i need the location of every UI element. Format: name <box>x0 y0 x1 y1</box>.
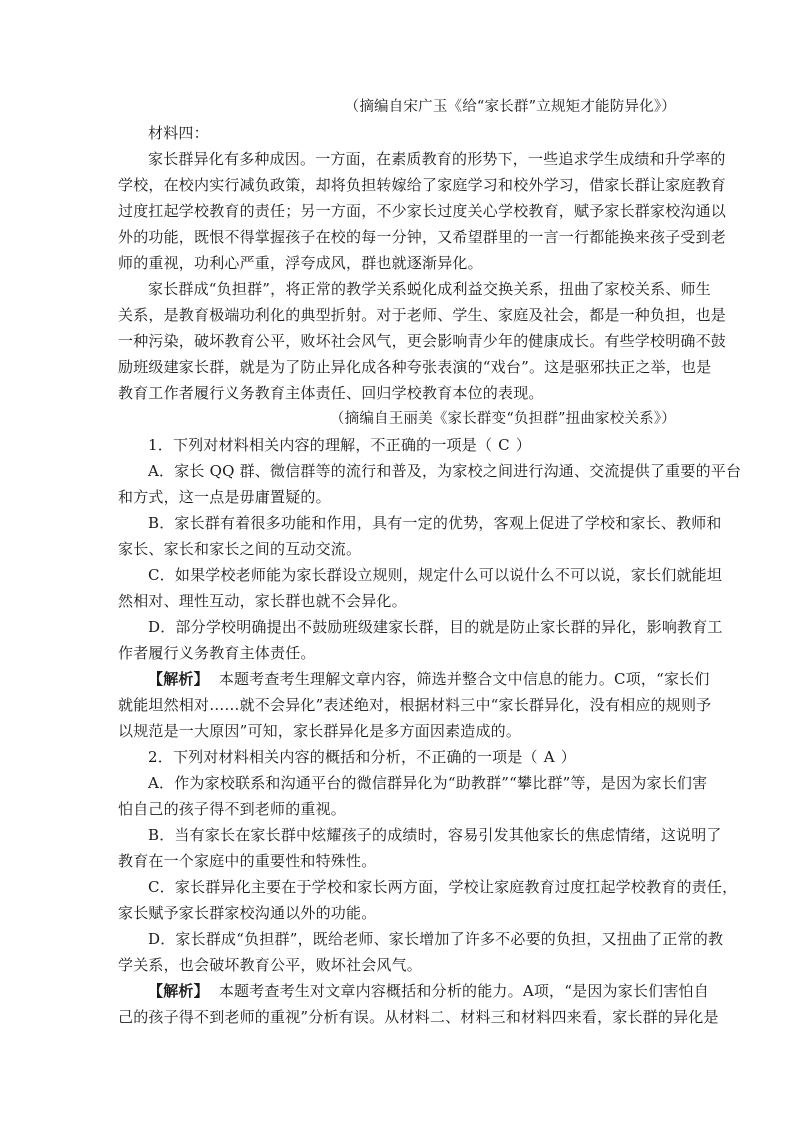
question-stem <box>118 432 678 458</box>
question-stem-close: ） <box>515 436 532 454</box>
text-line: 过度扛起学校教育的责任；另一方面，不少家长过度关心学校教育，赋予家长群家校沟通以 <box>118 202 727 220</box>
answer-letter: C <box>498 436 510 454</box>
analysis-cont: 就能坦然相对……就不会异化”表述绝对，根据材料三中“家长群异化，没有相应的规则予 <box>118 696 712 714</box>
analysis <box>118 666 710 692</box>
question-stem-close: ） <box>560 748 576 766</box>
text-line: 教育工作者履行义务教育主体责任、回归学校教育本位的表现。 <box>118 384 544 402</box>
option-d: D．部分学校明确提出不鼓励班级建家长群，目的就是防止家长群的异化，影响教育工 <box>148 618 723 636</box>
option-b-cont: 教育在一个家庭中的重要性和特殊性。 <box>118 852 377 870</box>
material4-paragraph-1 <box>118 146 727 276</box>
question-stem <box>118 744 678 770</box>
option-b: B．当有家长在家长群中炫耀孩子的成绩时，容易引发其他家长的焦虑情绪，这说明了 <box>148 826 722 844</box>
answer-letter: A <box>543 748 555 766</box>
analysis-label: 【解析】 <box>148 982 209 1000</box>
source-citation-3: （摘编自宋广玉《给“家长群”立规矩才能防异化》） <box>344 99 676 115</box>
option-d-cont: 作者履行义务教育主体责任。 <box>118 644 316 662</box>
option-b: B．家长群有着很多功能和作用，具有一定的优势，客观上促进了学校和家长、教师和 <box>148 514 722 532</box>
option-a-cont: 和方式，这一点是毋庸置疑的。 <box>118 488 331 506</box>
text-line: 学校，在校内实行减负政策，却将负担转嫁给了家庭学习和校外学习，借家长群让家庭教育 <box>118 176 727 194</box>
option-a: A．家长 QQ 群、微信群等的流行和普及，为家校之间进行沟通、交流提供了重要的平台 <box>148 462 742 480</box>
option-b-cont: 家长、家长和家长之间的互动交流。 <box>118 540 362 558</box>
option-d-cont: 学关系，也会破坏教育公平，败坏社会风气。 <box>118 956 423 974</box>
analysis-cont: 以规范是一大原因”可知，家长群异化是多方面因素造成的。 <box>118 722 522 740</box>
material4-paragraph-2 <box>118 276 727 406</box>
document-body <box>118 94 742 1030</box>
text-line: 师的重视，功利心严重，浮夸成风，群也就逐渐异化。 <box>118 254 483 272</box>
text-line: 关系，是教育极端功利化的典型折射。对于老师、学生、家庭及社会，都是一种负担，也是 <box>118 306 727 324</box>
source-citation-4: （摘编自王丽美《家长群变“负担群”扭曲家校关系》） <box>329 411 676 427</box>
question-stem-text: 2．下列对材料相关内容的概括和分析，不正确的一项是（ <box>148 748 538 766</box>
option-d: D．家长群成“负担群”，既给老师、家长增加了许多不必要的负担，又扭曲了正常的教 <box>148 930 724 948</box>
text-line: 一种污染，破坏教育公平，败坏社会风气，更会影响青少年的健康成长。有些学校明确不鼓 <box>118 332 727 350</box>
text-line: 外的功能，既恨不得掌握孩子在校的每一分钟，又希望群里的一言一行都能换来孩子受到老 <box>118 228 727 246</box>
analysis-label: 【解析】 <box>148 670 209 688</box>
text-line: 励班级建家长群，就是为了防止异化成各种夸张表演的“戏台”。这是驱邪扶正之举，也是 <box>118 358 712 376</box>
analysis-cont: 己的孩子得不到老师的重视”分析有误。从材料二、材料三和材料四来看，家长群的异化是 <box>118 1008 719 1026</box>
text-line: 家长群异化有多种成因。一方面，在素质教育的形势下，一些追求学生成绩和升学率的 <box>148 150 726 168</box>
option-c: C．如果学校老师能为家长群设立规则，规定什么可以说什么不可以说，家长们就能坦 <box>148 566 723 584</box>
option-a: A．作为家校联系和沟通平台的微信群异化为“助教群”“攀比群”等，是因为家长们害 <box>148 774 708 792</box>
option-c: C．家长群异化主要在于学校和家长两方面，学校让家庭教育过度扛起学校教育的责任， <box>148 878 738 896</box>
material4-heading: 材料四： <box>148 124 209 142</box>
question-2 <box>118 744 738 1030</box>
analysis <box>118 978 709 1004</box>
question-1 <box>118 432 742 744</box>
option-a-cont: 怕自己的孩子得不到老师的重视。 <box>118 800 347 818</box>
option-c-cont: 然相对、理性互动，家长群也就不会异化。 <box>118 592 407 610</box>
text-line: 家长群成“负担群”，将正常的教学关系蜕化成利益交换关系，扭曲了家校关系、师生 <box>148 280 711 298</box>
analysis-text: 本题考查考生对文章内容概括和分析的能力。A项，“是因为家长们害怕自 <box>218 982 709 1000</box>
analysis-text: 本题考查考生理解文章内容，筛选并整合文中信息的能力。C项，“家长们 <box>218 670 710 688</box>
option-c-cont: 家长赋予家长群家校沟通以外的功能。 <box>118 904 377 922</box>
question-stem-text: 1．下列对材料相关内容的理解，不正确的一项是（ <box>148 436 493 454</box>
